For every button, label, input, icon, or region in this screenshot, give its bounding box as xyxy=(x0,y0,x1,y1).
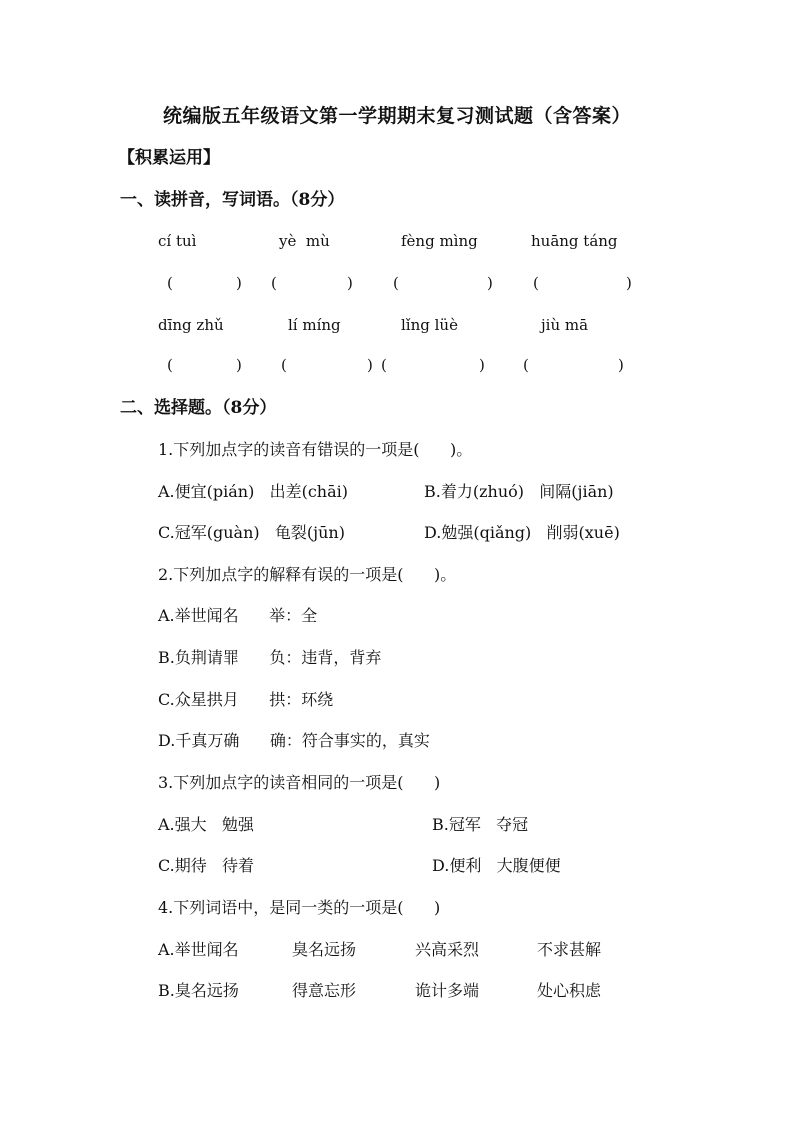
option-a[interactable]: A.便宜(pián) 出差(chāi) xyxy=(158,482,348,501)
answer-blank-close: ) xyxy=(367,356,373,374)
pinyin-cell: lí míng xyxy=(288,316,341,334)
option-d[interactable]: D.勉强(qiǎng) 削弱(xuē) xyxy=(424,523,620,542)
option-a[interactable]: A.举世闻名 举：全 xyxy=(158,606,318,625)
answer-blank-open[interactable]: ( xyxy=(271,274,277,292)
answer-blank-open[interactable]: ( xyxy=(167,274,173,292)
answer-blank-close: ) xyxy=(236,274,242,292)
pinyin-row-2 xyxy=(0,318,794,340)
option-a[interactable] xyxy=(0,942,794,964)
pinyin-row-1 xyxy=(0,234,794,256)
section-label: 【积累运用】 xyxy=(118,148,220,168)
answer-row-2 xyxy=(0,358,794,380)
option-term: 处心积虑 xyxy=(537,981,602,1000)
q1-heading: 一、读拼音，写词语。（8分） xyxy=(120,190,345,210)
question-stem: 2.下列加点字的解释有误的一项是( )。 xyxy=(158,565,457,584)
answer-blank-open[interactable]: ( xyxy=(281,356,287,374)
option-d[interactable]: D.便利 大腹便便 xyxy=(432,856,561,875)
option-term: 诡计多端 xyxy=(415,981,480,1000)
answer-blank-close: ) xyxy=(626,274,632,292)
answer-row-1 xyxy=(0,276,794,298)
document-title: 统编版五年级语文第一学期期末复习测试题（含答案） xyxy=(162,105,631,127)
option-term: A.举世闻名 xyxy=(158,940,239,959)
answer-blank-open[interactable]: ( xyxy=(381,356,387,374)
pinyin-cell: fèng mìng xyxy=(401,232,478,250)
option-c[interactable]: C.期待 待着 xyxy=(158,856,255,875)
option-b[interactable]: B.冠军 夺冠 xyxy=(432,815,529,834)
q2-heading: 二、选择题。（8分） xyxy=(120,398,277,418)
pinyin-cell: jiù mā xyxy=(541,316,589,334)
option-d[interactable]: D.千真万确 确：符合事实的，真实 xyxy=(158,731,430,750)
answer-blank-close: ) xyxy=(487,274,493,292)
pinyin-cell: cí tuì xyxy=(158,232,197,250)
answer-blank-open[interactable]: ( xyxy=(533,274,539,292)
answer-blank-close: ) xyxy=(347,274,353,292)
answer-blank-close: ) xyxy=(236,356,242,374)
option-a[interactable]: A.强大 勉强 xyxy=(158,815,254,834)
answer-blank-close: ) xyxy=(479,356,485,374)
answer-blank-open[interactable]: ( xyxy=(167,356,173,374)
option-term: 兴高采烈 xyxy=(415,940,480,959)
question-stem: 3.下列加点字的读音相同的一项是( ) xyxy=(158,773,441,792)
option-c[interactable]: C.众星拱月 拱：环绕 xyxy=(158,690,334,709)
option-term: 臭名远扬 xyxy=(292,940,357,959)
pinyin-cell: lǐng lüè xyxy=(401,316,458,334)
pinyin-cell: dīng zhǔ xyxy=(158,316,224,334)
answer-blank-close: ) xyxy=(618,356,624,374)
option-b[interactable] xyxy=(0,983,794,1005)
question-stem: 1.下列加点字的读音有错误的一项是( )。 xyxy=(158,440,473,459)
pinyin-cell: yè mù xyxy=(279,232,330,250)
option-c[interactable]: C.冠军(guàn) 龟裂(jūn) xyxy=(158,523,345,542)
option-term: B.臭名远扬 xyxy=(158,981,239,1000)
option-term: 得意忘形 xyxy=(292,981,357,1000)
option-b[interactable]: B.负荆请罪 负：违背，背弃 xyxy=(158,648,382,667)
option-b[interactable]: B.着力(zhuó) 间隔(jiān) xyxy=(424,482,614,501)
pinyin-cell: huāng táng xyxy=(531,232,618,250)
answer-blank-open[interactable]: ( xyxy=(393,274,399,292)
option-term: 不求甚解 xyxy=(537,940,602,959)
answer-blank-open[interactable]: ( xyxy=(523,356,529,374)
question-stem: 4.下列词语中，是同一类的一项是( ) xyxy=(158,898,441,917)
